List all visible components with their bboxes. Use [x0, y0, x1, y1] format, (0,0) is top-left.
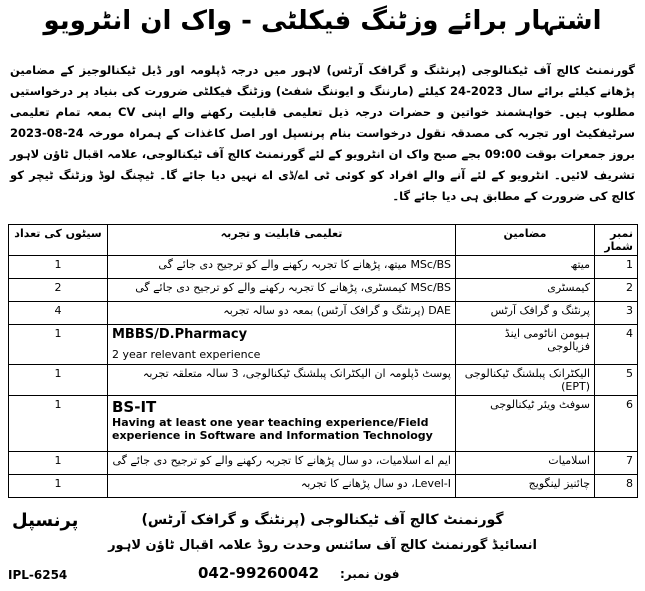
ad-body [10, 60, 635, 207]
row-sr: 3 [595, 302, 638, 325]
phone-number: 042-99260042 [198, 564, 320, 582]
row-qualification: ایم اے اسلامیات، دو سال پڑھانے کا تجربہ رکھنے والے کو ترجیح دی جائے گی [108, 452, 456, 475]
college-address: انسائیڈ گورنمنٹ کالج آف سائنس وحدت روڈ علامہ اقبال ٹاؤن لاہور [108, 538, 537, 553]
qualification-extra: 2 year relevant experience [112, 348, 261, 361]
row-qualification: پوسٹ ڈپلومہ ان الیکٹرانک پبلشنگ ٹیکنالوجی، 3 سالہ متعلقہ تجربہ [108, 365, 456, 396]
row-seats: 1 [9, 256, 108, 279]
row-qualification [108, 396, 456, 452]
row-seats: 1 [9, 325, 108, 365]
row-seats: 2 [9, 279, 108, 302]
table-row [9, 256, 638, 279]
ad-title: اشتہار برائے وزٹنگ فیکلٹی - واک ان انٹرویو [43, 6, 602, 36]
header-seats: سیٹوں کی تعداد [9, 225, 108, 256]
row-sr: 7 [595, 452, 638, 475]
college-name: گورنمنٹ کالج آف ٹیکنالوجی (پرنٹنگ و گرافک آرٹس) [141, 512, 504, 528]
row-subject: میتھ [456, 256, 595, 279]
table-row [9, 365, 638, 396]
row-sr: 2 [595, 279, 638, 302]
table-row [9, 396, 638, 452]
qualification-extra: Having at least one year teaching experience/Field experience in Software and Information Technology [112, 416, 433, 442]
table-row [9, 302, 638, 325]
row-subject: اسلامیات [456, 452, 595, 475]
row-sr: 5 [595, 365, 638, 396]
row-subject: کیمسٹری [456, 279, 595, 302]
header-sr: نمبر شمار [595, 225, 638, 256]
phone-label: فون نمبر: [340, 567, 400, 581]
table-row [9, 452, 638, 475]
row-qualification [108, 325, 456, 365]
qualification-main: BS-IT [112, 398, 157, 416]
table-row [9, 325, 638, 365]
principal-label: پرنسپل [12, 510, 79, 531]
row-qualification: MSc/BS میتھ، پڑھانے کا تجربہ رکھنے والے کو ترجیح دی جائے گی [108, 256, 456, 279]
row-seats: 4 [9, 302, 108, 325]
row-seats: 1 [9, 452, 108, 475]
row-qualification: MSc/BS کیمسٹری، پڑھانے کا تجربہ رکھنے والے کو ترجیح دی جائے گی [108, 279, 456, 302]
row-qualification: Level-I، دو سال پڑھانے کا تجربہ [108, 475, 456, 498]
qualification-main: MBBS/D.Pharmacy [112, 327, 248, 342]
row-subject: پرنٹنگ و گرافک آرٹس [456, 302, 595, 325]
row-sr: 4 [595, 325, 638, 365]
row-sr: 6 [595, 396, 638, 452]
ipl-code: IPL-6254 [8, 568, 68, 582]
row-seats: 1 [9, 365, 108, 396]
row-subject: ہیومن اناٹومی اینڈ فزیالوجی [456, 325, 595, 365]
row-subject: الیکٹرانک پبلشنگ ٹیکنالوجی (EPT) [456, 365, 595, 396]
header-subject: مضامین [456, 225, 595, 256]
row-sr: 1 [595, 256, 638, 279]
posts-table [8, 224, 638, 498]
table-row [9, 475, 638, 498]
row-subject: چائنیز لینگویج [456, 475, 595, 498]
row-qualification: DAE (پرنٹنگ و گرافک آرٹس) بمعہ دو سالہ تجربہ [108, 302, 456, 325]
row-subject: سوفٹ ویئر ٹیکنالوجی [456, 396, 595, 452]
header-qualification: تعلیمی قابلیت و تجربہ [108, 225, 456, 256]
row-seats: 1 [9, 396, 108, 452]
row-seats: 1 [9, 475, 108, 498]
row-sr: 8 [595, 475, 638, 498]
ad-paragraph: گورنمنٹ کالج آف ٹیکنالوجی (پرنٹنگ و گرافک آرٹس) لاہور میں درجہ ڈپلومہ اور ڈیل ٹیکنالوجیز کے مضامین پڑھانے کیلئے برائے سال 2023-24 کیلئے (مارننگ و ایوننگ شفٹ) وزٹنگ فیکلٹی ضرورت کی بنیاد پر درخواستیں مطلوب ہیں۔ خواہشمند خواتین و حضرات درجہ ذیل تعلیمی قابلیت رکھنے والے اپنی CV بمعہ تمام تعلیمی سرٹیفکیٹ اور تجربہ کی مصدقہ نقول درخواست بنام پرنسپل اور اصل کاغذات کے ہمراہ مورخہ 24-08-2023 بروز جمعرات بوقت 09:00 بجے صبح واک ان انٹرویو کے لئے گورنمنٹ کالج آف ٹیکنالوجی، علامہ اقبال ٹاؤن لاہور تشریف لائیں۔ انٹرویو کے لئے آنے والے افراد کو کوئی ٹی اے/ڈی اے نہیں دیا جائے گا۔ ٹیچنگ لوڈ وزٹنگ ٹیچر کو کالج کی ضرورت کے مطابق ہی دیا جائے گا۔ [10, 63, 635, 203]
table-header-row [9, 225, 638, 256]
table-row [9, 279, 638, 302]
